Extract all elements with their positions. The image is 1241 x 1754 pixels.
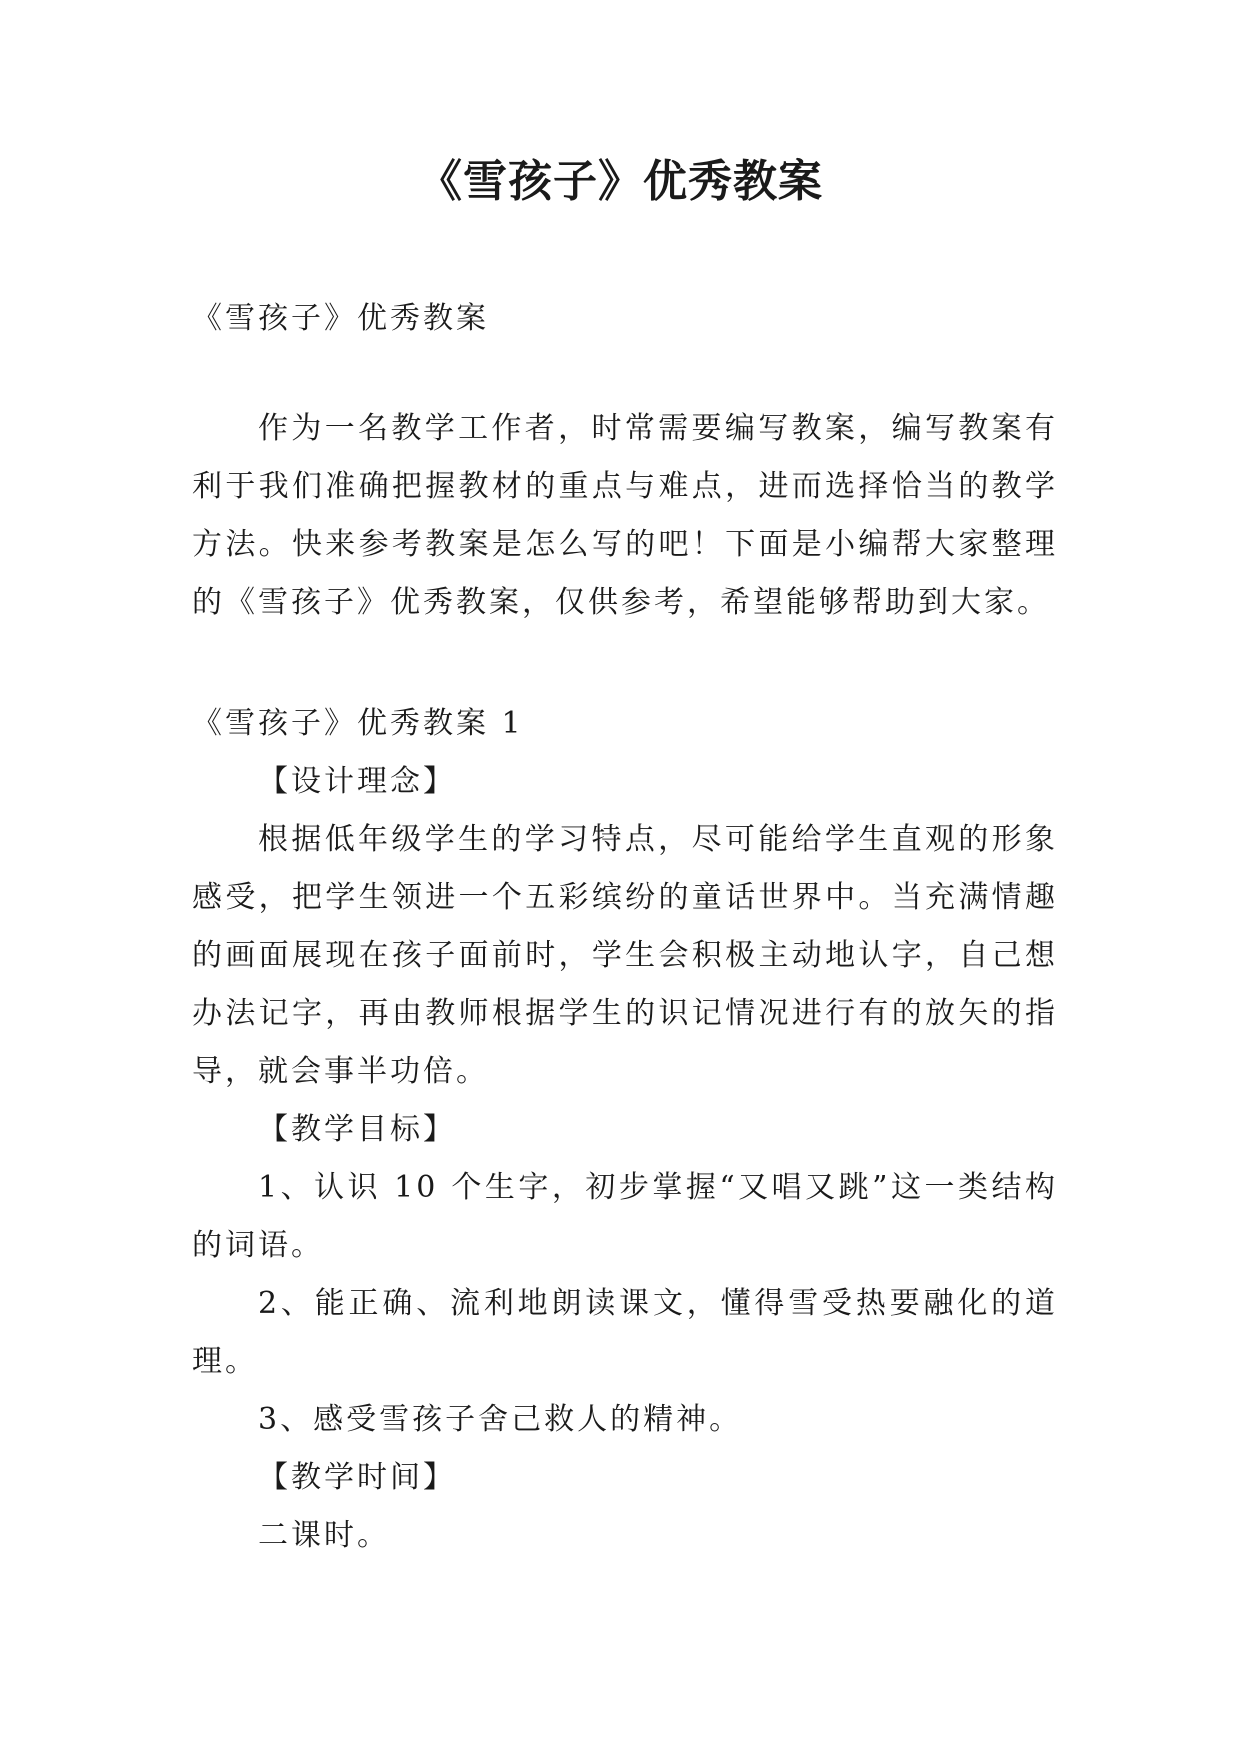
design-paragraph: 根据低年级学生的学习特点，尽可能给学生直观的形象感受，把学生领进一个五彩缤纷的童话世界中。当充满情趣的画面展现在孩子面前时，学生会积极主动地认字，自己想办法记字，再由教师根据学生的识记情况进行有的放矢的指导，就会事半功倍。 [192,822,1058,1089]
time-heading: 【教学时间】 [258,1460,456,1495]
goal-item-2: 2、能正确、流利地朗读课文，懂得雪受热要融化的道理。 [192,1286,1058,1379]
document-subtitle: 《雪孩子》优秀教案 [192,301,489,336]
section-heading: 《雪孩子》优秀教案 1 [192,706,524,741]
document-title: 《雪孩子》优秀教案 [418,156,823,207]
time-paragraph: 二课时。 [258,1518,390,1553]
intro-paragraph: 作为一名教学工作者，时常需要编写教案，编写教案有利于我们准确把握教材的重点与难点，进而选择恰当的教学方法。快来参考教案是怎么写的吧！下面是小编帮大家整理的《雪孩子》优秀教案，仅供参考，希望能够帮助到大家。 [192,411,1058,620]
design-heading: 【设计理念】 [258,764,456,799]
lesson-plan-section [192,695,1058,1565]
goals-heading: 【教学目标】 [258,1112,456,1147]
goal-item-1: 1、认识 10 个生字，初步掌握“又唱又跳”这一类结构的词语。 [192,1170,1058,1263]
goal-item-3: 3、感受雪孩子舍己救人的精神。 [258,1402,743,1437]
